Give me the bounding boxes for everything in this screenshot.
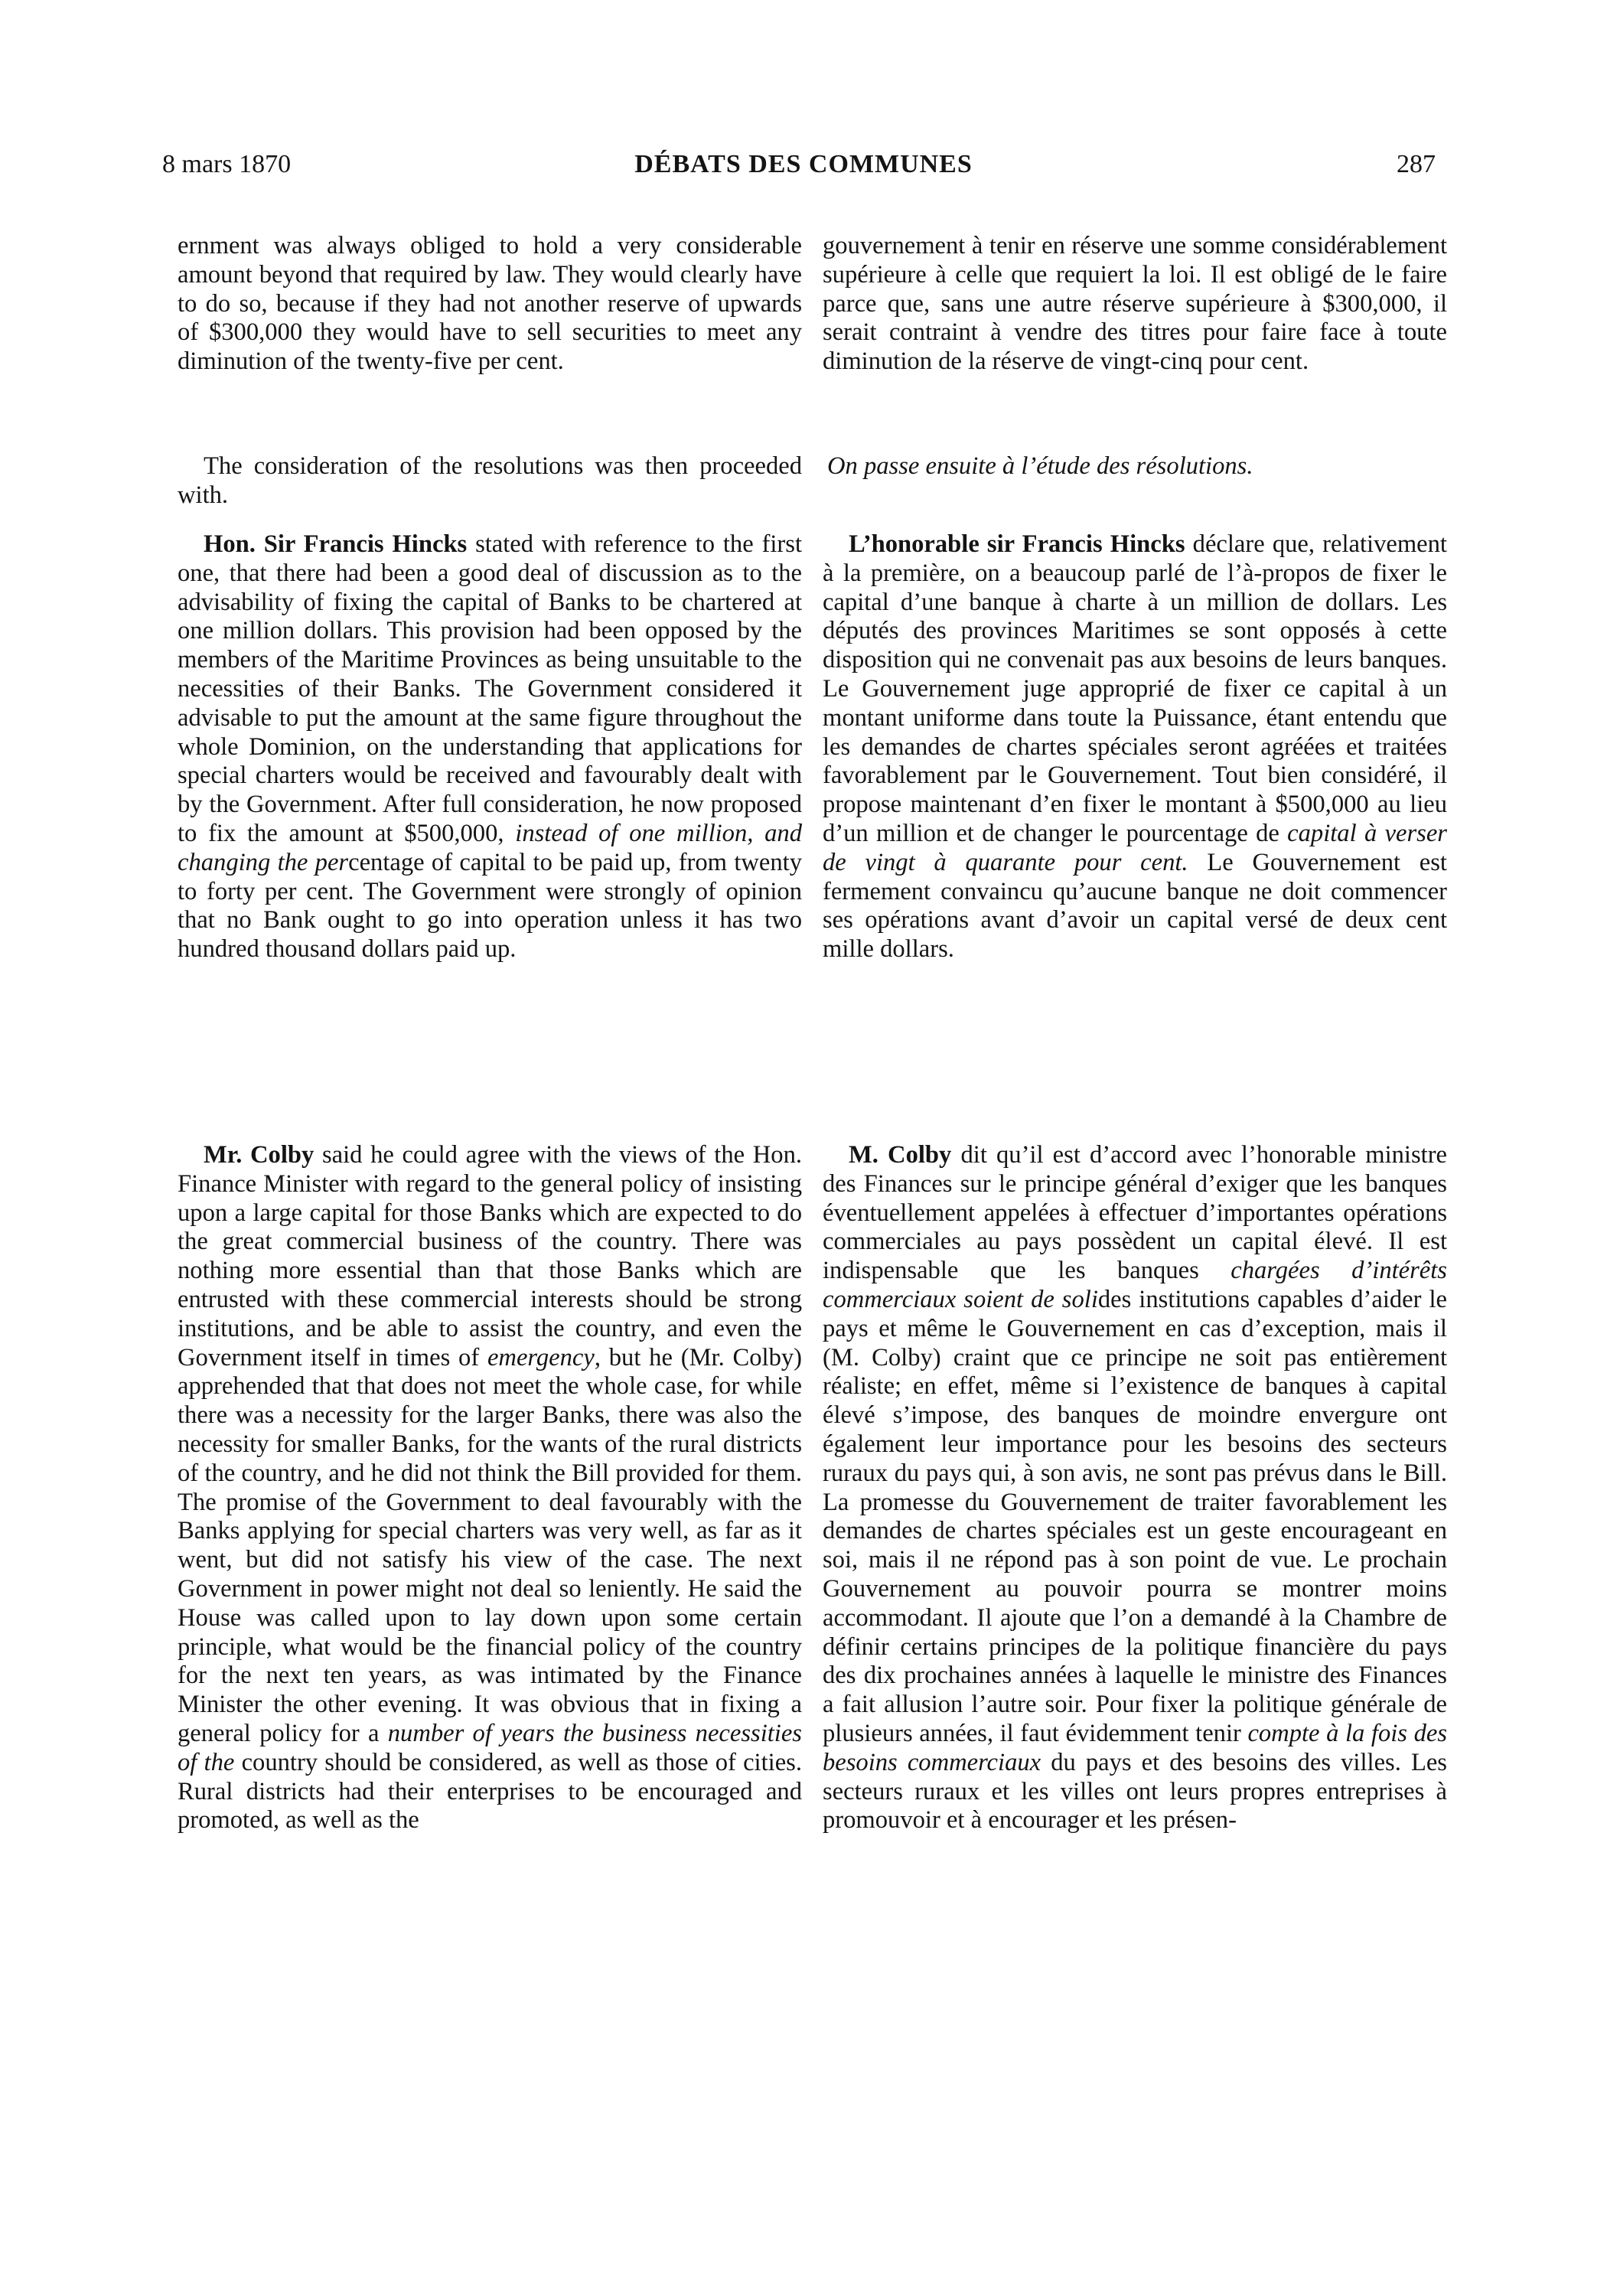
en-p4-text-b: , but he (Mr. Colby) apprehended that that does not meet the whole case, for while there was a necessity for the larger Banks, there was also the necessity for smaller Banks, for the wants of the rural districts of the country, and he did not think the Bill provided for them. The promise of the Government to deal favourably with the Banks applying for special charters was very well, as far as it went, but did not satisfy his view of the case. The next Government in power might not deal so leniently. He said the House was called upon to lay down upon some certain principle, what would be the financial policy of the country for the next ten years, as was intimated by the Finance Minister the other evening. It was obvious that in fixing a general policy for a [178,1343,803,1747]
fr-speaker-colby: M. Colby [849,1141,952,1169]
fr-p3-text-a: déclare que, relativement à la première, on a beaucoup parlé de l’à-propos de fixer le capital d’une banque à charte à un million de dollars. Les députés des provinces Maritimes se sont opposés à cette disposition qui ne convenait pas aux besoins de leurs banques. Le Gouvernement juge approprié de fixer ce capital à un montant uniforme dans toute la Puissance, étant entendu que les demandes de chartes spéciales seront agréées et traitées favorablement par le Gouvernement. Tout bien considéré, il propose maintenant d’en fixer le montant à $500,000 au lieu d’un million et de changer le pourcentage de [823,530,1447,847]
en-paragraph-2: The consideration of the resolutions was then proceeded with. [178,452,802,509]
fr-p4-italic-2: compte à la fois des besoins commerciaux [823,1719,1447,1776]
fr-p4-text-b: des institutions capables d’aider le pays et même le Gouvernement en cas d’exception, mais il (M. Colby) craint que ce principe ne soit pas entièrement réaliste; en effet, même si l’existence de banques à capital élevé s’impose, des banques de moindre envergure ont également leur importance pour les besoins des secteurs ruraux du pays qui, à son avis, ne sont pas prévus dans le Bill. La promesse du Gouvernement de traiter favorablement les demandes de chartes spéciales est un geste encourageant en soi, mais il ne répond pas à son point de vue. Le prochain Gouvernement au pouvoir pourra se montrer moins accommodant. Il ajoute que l’on a demandé à la Chambre de définir certains principes de la politique financière du pays des dix prochaines années à laquelle le ministre des Finances a fait allusion l’autre soir. Pour fixer la politique générale de plusieurs années, il faut évidemment tenir [823,1285,1447,1747]
fr-paragraph-1: gouvernement à tenir en réserve une somme considérablement supérieure à celle que requiert la loi. Il est obligé de le faire parce que, sans une autre réserve supérieure à $300,000, il serait contraint à vendre des titres pour faire face à toute diminution de la réserve de vingt-cinq pour cent. [823,232,1447,376]
en-speaker-colby: Mr. Colby [204,1141,315,1169]
header-date: 8 mars 1870 [162,150,292,178]
fr-paragraph-3 [823,530,1447,964]
header-page-number: 287 [1397,150,1436,178]
en-p4-text-a: said he could agree with the views of the Hon. Finance Minister with regard to the general policy of insisting upon a large capital for those Banks which are expected to do the great commercial business of the country. There was nothing more essential than that those Banks which are entrusted with these commercial interests should be strong institutions, and be able to assist the country, and even the Government itself in times of [178,1141,803,1371]
en-speaker-hincks: Hon. Sir Francis Hincks [204,530,468,558]
fr-p3-italic: capital à verser de vingt à quarante pour cent. [823,819,1447,876]
header-title: DÉBATS DES COMMUNES [634,150,973,178]
fr-speaker-hincks: L’honorable sir Francis Hincks [849,530,1185,558]
en-p3-italic: instead of one million, and changing the per [178,819,802,876]
fr-paragraph-2: On passe ensuite à l’étude des résolutions. [827,452,1253,480]
fr-p4-text-a: dit qu’il est d’accord avec l’honorable ministre des Finances sur le principe général d’exiger que les banques éventuellement appelées à effectuer d’importantes opérations commerciales au pays possèdent un capital élevé. Il est indispensable que les banques [823,1141,1447,1285]
fr-paragraph-4 [823,1141,1447,1835]
fr-p4-italic-1: chargées d’intérêts commerciaux soient de soli [823,1257,1447,1313]
en-p4-italic-2: number of years the business necessities of the [178,1719,802,1776]
en-p4-text-c: country should be considered, as well as those of cities. Rural districts had their enterprises to be encouraged and promoted, as well as the [178,1748,802,1835]
en-paragraph-3 [178,530,802,964]
en-paragraph-1: ernment was always obliged to hold a very considerable amount beyond that required by law. They would clearly have to do so, because if they had not another reserve of upwards of $300,000 they would have to sell securities to meet any diminution of the twenty-five per cent. [178,232,802,376]
fr-p3-text-b: Le Gouvernement est fermement convaincu qu’aucune banque ne doit commencer ses opérations avant d’avoir un capital versé de deux cent mille dollars. [823,848,1447,964]
en-p4-italic-1: emergency [487,1343,595,1371]
fr-p4-text-c: du pays et des besoins des villes. Les secteurs ruraux et les villes ont leurs propres entreprises à promouvoir et à encourager et les présen- [823,1748,1447,1835]
en-paragraph-4 [178,1141,802,1835]
en-p3-text-a: stated with reference to the first one, that there had been a good deal of discussion as to the advisability of fixing the capital of Banks to be chartered at one million dollars. This provision had been opposed by the members of the Maritime Provinces as being unsuitable to the necessities of their Banks. The Government considered it advisable to put the amount at the same figure throughout the whole Dominion, on the understanding that applications for special charters would be received and favourably dealt with by the Government. After full consideration, he now proposed to fix the amount at $500,000, [178,530,802,847]
en-p3-text-b: centage of capital to be paid up, from twenty to forty per cent. The Government were strongly of opinion that no Bank ought to go into operation unless it has two hundred thousand dollars paid up. [178,848,803,964]
page-header [0,150,1607,188]
